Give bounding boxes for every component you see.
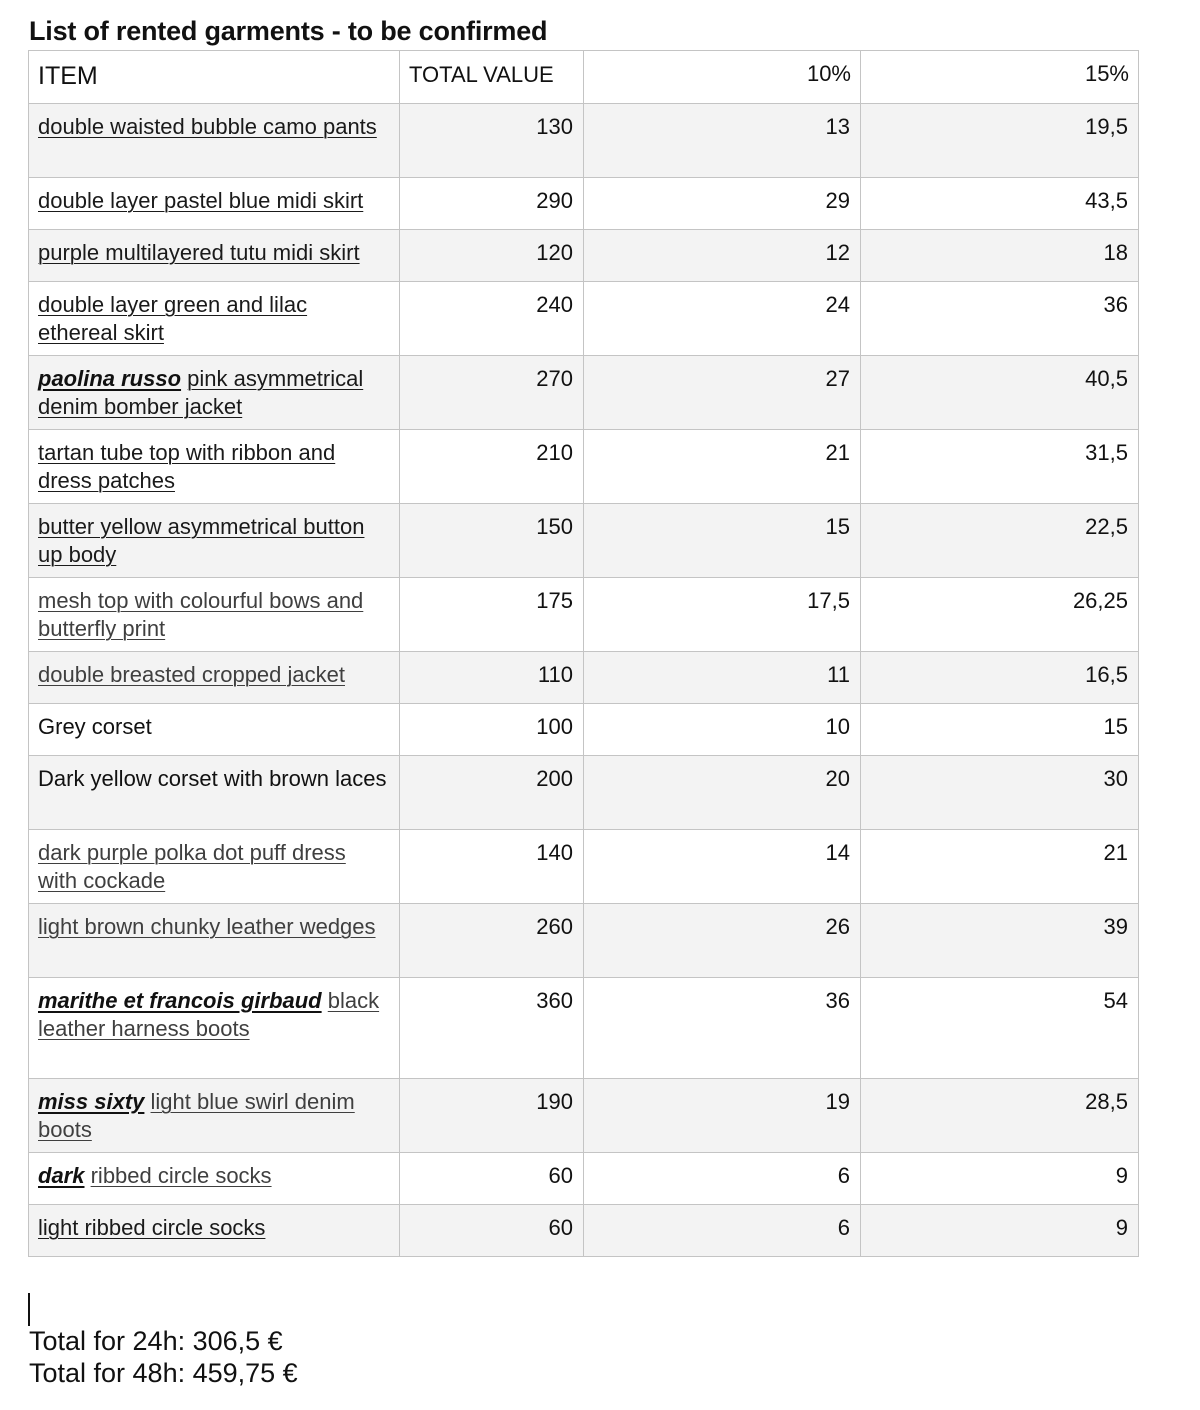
total-48h: Total for 48h: 459,75 € (29, 1358, 298, 1388)
header-10-percent: 10% (584, 51, 861, 104)
total-value-cell: 150 (400, 504, 584, 578)
table-row (29, 1153, 1139, 1205)
item-link[interactable]: mesh top with colourful bows and butterfly print (38, 588, 364, 641)
fifteen-percent-cell: 54 (861, 978, 1139, 1079)
item-link[interactable]: light brown chunky leather wedges (38, 914, 376, 939)
item-link[interactable]: tartan tube top with ribbon and dress patches (38, 440, 336, 493)
item-link[interactable]: black leather harness boots (38, 988, 380, 1041)
brand-link[interactable]: dark (38, 1163, 85, 1188)
ten-percent-cell: 15 (584, 504, 861, 578)
fifteen-percent-cell: 22,5 (861, 504, 1139, 578)
total-value-cell: 200 (400, 756, 584, 830)
garments-table (28, 50, 1139, 1257)
fifteen-percent-cell: 30 (861, 756, 1139, 830)
table-row (29, 230, 1139, 282)
item-link[interactable]: double layer green and lilac ethereal skirt (38, 292, 308, 345)
item-link[interactable]: butter yellow asymmetrical button up body (38, 514, 365, 567)
header-total-value: TOTAL VALUE (400, 51, 584, 104)
brand-link[interactable]: miss sixty (38, 1089, 145, 1114)
item-link[interactable]: ribbed circle socks (90, 1163, 272, 1188)
ten-percent-cell: 6 (584, 1153, 861, 1205)
item-cell (29, 178, 400, 230)
fifteen-percent-cell: 40,5 (861, 356, 1139, 430)
item-link[interactable]: double breasted cropped jacket (38, 662, 345, 687)
item-cell (29, 104, 400, 178)
ten-percent-cell: 24 (584, 282, 861, 356)
total-value-cell: 100 (400, 704, 584, 756)
total-value-cell: 240 (400, 282, 584, 356)
fifteen-percent-cell: 28,5 (861, 1079, 1139, 1153)
ten-percent-cell: 27 (584, 356, 861, 430)
brand-link[interactable]: paolina russo (38, 366, 182, 391)
total-value-cell: 60 (400, 1153, 584, 1205)
fifteen-percent-cell: 36 (861, 282, 1139, 356)
total-value-cell: 270 (400, 356, 584, 430)
item-cell (29, 1079, 400, 1153)
table-row (29, 830, 1139, 904)
ten-percent-cell: 6 (584, 1205, 861, 1257)
item-cell (29, 756, 400, 830)
table-row (29, 178, 1139, 230)
item-cell (29, 904, 400, 978)
total-value-cell: 130 (400, 104, 584, 178)
item-cell (29, 504, 400, 578)
item-link[interactable]: light blue swirl denim boots (38, 1089, 355, 1142)
fifteen-percent-cell: 39 (861, 904, 1139, 978)
ten-percent-cell: 29 (584, 178, 861, 230)
item-text: Dark yellow corset with brown laces (38, 766, 387, 791)
total-value-cell: 175 (400, 578, 584, 652)
item-link[interactable]: double layer pastel blue midi skirt (38, 188, 364, 213)
ten-percent-cell: 10 (584, 704, 861, 756)
ten-percent-cell: 17,5 (584, 578, 861, 652)
item-cell (29, 230, 400, 282)
item-cell (29, 1153, 400, 1205)
fifteen-percent-cell: 19,5 (861, 104, 1139, 178)
item-cell (29, 282, 400, 356)
fifteen-percent-cell: 31,5 (861, 430, 1139, 504)
table-row (29, 1205, 1139, 1257)
item-cell (29, 652, 400, 704)
ten-percent-cell: 11 (584, 652, 861, 704)
table-row (29, 704, 1139, 756)
total-value-cell: 210 (400, 430, 584, 504)
table-row (29, 282, 1139, 356)
header-item: ITEM (29, 51, 400, 104)
item-cell (29, 830, 400, 904)
table-row (29, 652, 1139, 704)
item-cell (29, 578, 400, 652)
item-link[interactable]: purple multilayered tutu midi skirt (38, 240, 360, 265)
table-header-row (29, 51, 1139, 104)
total-value-cell: 110 (400, 652, 584, 704)
item-cell (29, 704, 400, 756)
header-15-percent: 15% (861, 51, 1139, 104)
total-value-cell: 120 (400, 230, 584, 282)
fifteen-percent-cell: 9 (861, 1153, 1139, 1205)
total-value-cell: 360 (400, 978, 584, 1079)
fifteen-percent-cell: 15 (861, 704, 1139, 756)
total-value-cell: 290 (400, 178, 584, 230)
total-value-cell: 190 (400, 1079, 584, 1153)
item-text: Grey corset (38, 714, 152, 739)
ten-percent-cell: 14 (584, 830, 861, 904)
table-row (29, 978, 1139, 1079)
table-row (29, 504, 1139, 578)
item-cell (29, 430, 400, 504)
total-value-cell: 140 (400, 830, 584, 904)
fifteen-percent-cell: 9 (861, 1205, 1139, 1257)
item-link[interactable]: double waisted bubble camo pants (38, 114, 377, 139)
fifteen-percent-cell: 43,5 (861, 178, 1139, 230)
ten-percent-cell: 36 (584, 978, 861, 1079)
item-cell (29, 356, 400, 430)
table-row (29, 430, 1139, 504)
ten-percent-cell: 19 (584, 1079, 861, 1153)
table-row (29, 578, 1139, 652)
total-value-cell: 260 (400, 904, 584, 978)
table-row (29, 904, 1139, 978)
table-row (29, 104, 1139, 178)
ten-percent-cell: 21 (584, 430, 861, 504)
item-cell (29, 978, 400, 1079)
totals-block (29, 1325, 298, 1389)
item-link[interactable]: dark purple polka dot puff dress with cockade (38, 840, 346, 893)
item-link[interactable]: light ribbed circle socks (38, 1215, 266, 1240)
ten-percent-cell: 13 (584, 104, 861, 178)
item-link[interactable]: pink asymmetrical denim bomber jacket (38, 366, 364, 419)
ten-percent-cell: 20 (584, 756, 861, 830)
fifteen-percent-cell: 18 (861, 230, 1139, 282)
item-cell (29, 1205, 400, 1257)
ten-percent-cell: 26 (584, 904, 861, 978)
fifteen-percent-cell: 21 (861, 830, 1139, 904)
fifteen-percent-cell: 16,5 (861, 652, 1139, 704)
table-row (29, 756, 1139, 830)
fifteen-percent-cell: 26,25 (861, 578, 1139, 652)
table-row (29, 356, 1139, 430)
total-24h: Total for 24h: 306,5 € (29, 1326, 283, 1356)
table-row (29, 1079, 1139, 1153)
total-value-cell: 60 (400, 1205, 584, 1257)
brand-link[interactable]: marithe et francois girbaud (38, 988, 322, 1013)
text-cursor (28, 1293, 30, 1326)
ten-percent-cell: 12 (584, 230, 861, 282)
document-title: List of rented garments - to be confirmed (29, 16, 548, 46)
